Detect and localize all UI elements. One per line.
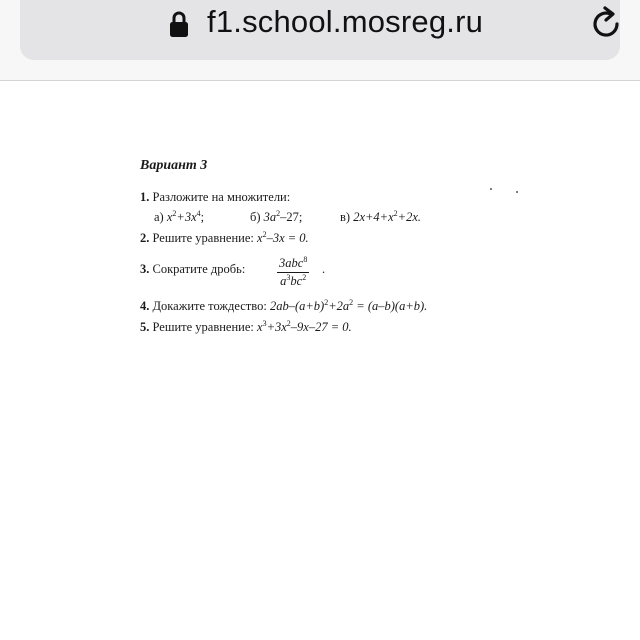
browser-toolbar	[0, 0, 640, 81]
task-number: 3.	[140, 262, 150, 276]
fraction-denominator: $a^3bc^2$	[280, 273, 307, 288]
task-1	[140, 190, 290, 205]
task-5: 5. Решите уравнение: $x^3+3x^2-9x-27 = 0$.	[140, 319, 352, 334]
task-1-part-a: а) $x^2+3x^4$;	[154, 209, 205, 224]
task-2: 2. Решите уравнение: $x^2-3x = 0$.	[140, 230, 309, 245]
task-text: Докажите тождество:	[152, 299, 267, 313]
task-number: 2.	[140, 231, 150, 245]
url-text[interactable]: f1.school.mosreg.ru	[207, 4, 484, 39]
task-3	[140, 255, 440, 292]
fraction-numerator: 3abc$^8$	[277, 256, 309, 273]
task-1-part-v: в) $2x+4+x^2+2x$.	[340, 209, 422, 224]
task-number: 5.	[140, 320, 150, 334]
task-text: Решите уравнение:	[152, 320, 254, 334]
task-number: 4.	[140, 299, 150, 313]
fraction-trailing-dot: .	[322, 262, 326, 276]
fraction	[277, 256, 309, 289]
task-text: Сократите дробь:	[152, 262, 246, 276]
reload-icon[interactable]	[588, 6, 624, 42]
task-1-part-b: б) $3a^2-27$;	[250, 209, 303, 224]
task-number: 1.	[140, 190, 150, 204]
scan-speck	[490, 188, 492, 190]
scan-speck	[516, 191, 518, 193]
address-bar[interactable]	[20, 0, 620, 60]
task-4: 4. Докажите тождество: $2ab-(a+b)^2+2a^2 = (a-b)(a+b)$.	[140, 298, 428, 313]
task-text: Решите уравнение:	[152, 231, 254, 245]
lock-icon	[169, 10, 189, 38]
variant-title: Вариант 3	[140, 158, 208, 173]
task-text: Разложите на множители:	[152, 190, 291, 204]
